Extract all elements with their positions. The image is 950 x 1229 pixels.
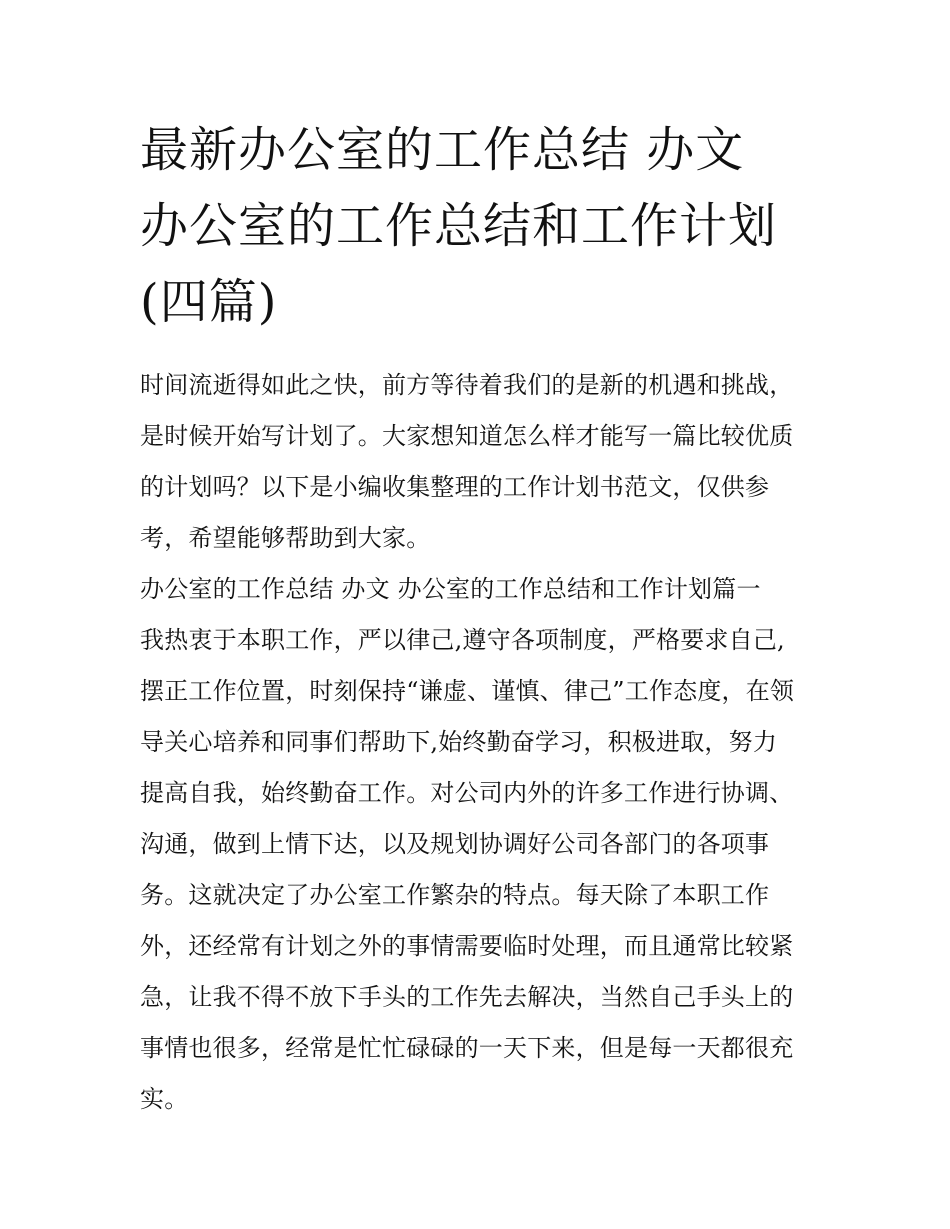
intro-line: 是时候开始写计划了。大家想知道怎么样才能写一篇比较优质 bbox=[140, 422, 794, 450]
body-line: 实。 bbox=[140, 1085, 189, 1113]
body-line: 导关心培养和同事们帮助下,始终勤奋学习，积极进取，努力 bbox=[140, 728, 778, 756]
intro-line: 时间流逝得如此之快，前方等待着我们的是新的机遇和挑战， bbox=[140, 371, 794, 399]
section-heading-text: 办公室的工作总结 办文 办公室的工作总结和工作计划篇一 bbox=[140, 575, 761, 603]
intro-paragraph bbox=[140, 360, 820, 564]
body-line: 摆正工作位置，时刻保持“谦虚、谨慎、律己”工作态度，在领 bbox=[140, 677, 795, 705]
body-line: 外，还经常有计划之外的事情需要临时处理，而且通常比较紧 bbox=[140, 932, 794, 960]
document-content bbox=[140, 112, 820, 1125]
body-line: 沟通，做到上情下达，以及规划协调好公司各部门的各项事 bbox=[140, 830, 770, 858]
title-line-2: 办公室的工作总结和工作计划 bbox=[140, 198, 778, 254]
title-line-3: (四篇) bbox=[140, 274, 278, 330]
body-line: 务。这就决定了办公室工作繁杂的特点。每天除了本职工作 bbox=[140, 881, 770, 909]
body-paragraph bbox=[140, 615, 820, 1125]
body-line: 急，让我不得不放下手头的工作先去解决，当然自己手头上的 bbox=[140, 983, 794, 1011]
document-title bbox=[140, 112, 820, 340]
document-body bbox=[140, 360, 820, 1125]
body-line: 我热衷于本职工作，严以律己,遵守各项制度，严格要求自己, bbox=[140, 626, 785, 654]
title-line-1: 最新办公室的工作总结 办文 bbox=[140, 122, 745, 178]
body-line: 事情也很多，经常是忙忙碌碌的一天下来，但是每一天都很充 bbox=[140, 1034, 794, 1062]
intro-line: 的计划吗？以下是小编收集整理的工作计划书范文，仅供参 bbox=[140, 473, 770, 501]
intro-line: 考，希望能够帮助到大家。 bbox=[140, 524, 431, 552]
section-heading bbox=[140, 564, 820, 615]
body-line: 提高自我，始终勤奋工作。对公司内外的许多工作进行协调、 bbox=[140, 779, 794, 807]
